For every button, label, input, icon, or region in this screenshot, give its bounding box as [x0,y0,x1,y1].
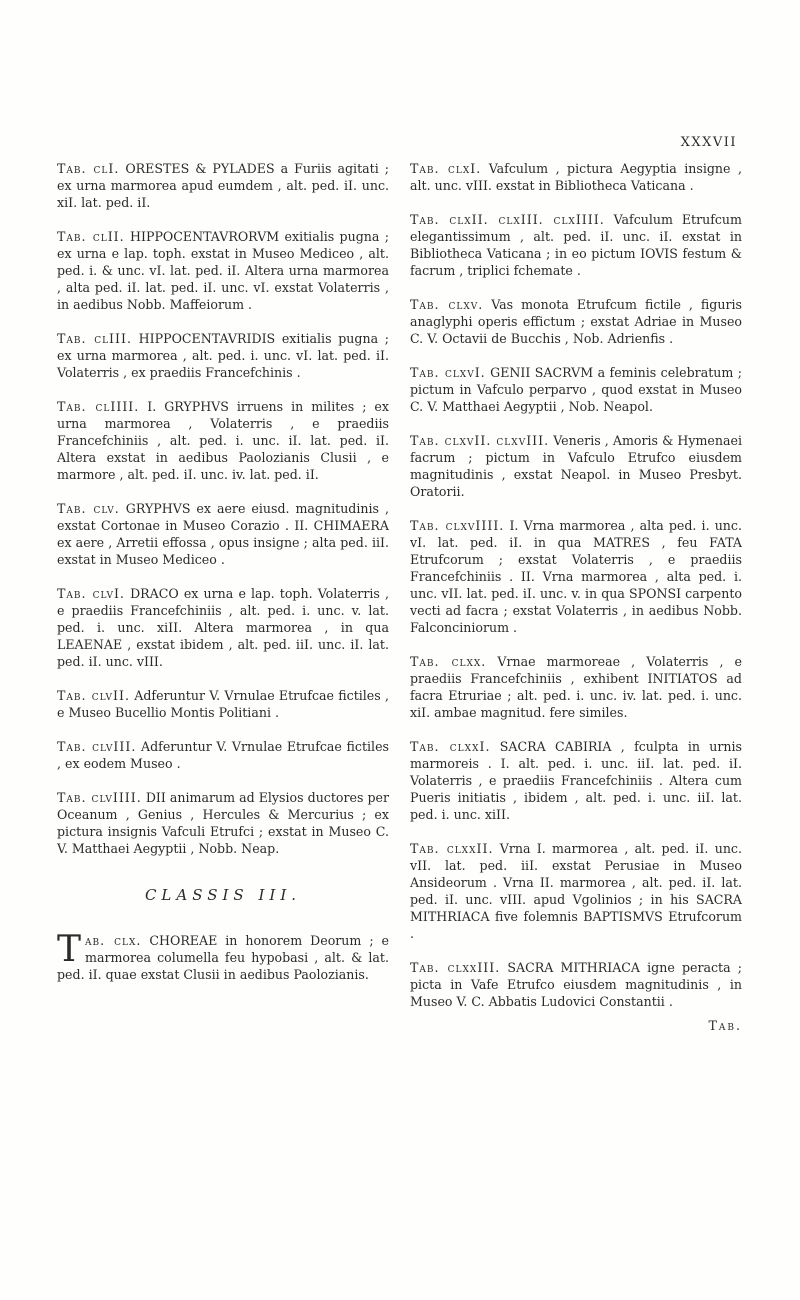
entry-text: Vafculum , pictura Aegyptia insigne , alt. unc. vIII. exstat in Bibliotheca Vaticana . [410,161,742,193]
catalog-entry [410,432,742,500]
entry-text: GRYPHVS ex aere eiusd. magnitudinis , exstat Cortonae in Museo Corazio . II. CHIMAERA ex aere , Arretii effossa , opus insigne ; alta ped. iiI. exstat in Museo Mediceo . [57,501,389,567]
entry-label: Tab. clIIII. [57,399,140,414]
catalog-entry [410,160,742,194]
entry-label: ab. clx. [85,933,142,948]
entry-text: HIPPOCENTAVRORVM exitialis pugna ; ex urna e lap. toph. exstat in Museo Mediceo , alt. ped. i. & unc. vI. lat. ped. iI. Altera urna marmorea , alta ped. iI. lat. ped. iI. unc. vI. exstat Volaterris , in aedibus Nobb. Maffeiorum . [57,229,389,312]
left-column [57,160,389,1000]
catalog-entry [57,330,389,381]
entry-label: Tab. clxvII. clxvIII. [410,433,550,448]
entry-label: Tab. clxxI. [410,739,491,754]
catalog-entry [410,364,742,415]
page-number: XXXVII [680,135,737,150]
catalog-entry [410,211,742,279]
catalog-entry [57,228,389,313]
entry-label: Tab. clvIII. [57,739,137,754]
entry-text: SACRA CABIRIA , fculpta in urnis marmoreis . I. alt. ped. i. unc. iiI. lat. ped. iI. Volaterris , e praediis Francefchiniis . Altera cum Pueris initiatis , ibidem , alt. ped. i. unc. iiI. lat. ped. i. unc. xiII. [410,739,742,822]
catalog-entry [410,738,742,823]
entry-text: I. GRYPHVS irruens in milites ; ex urna marmorea , Volaterris , e praediis Francefchiniis , alt. ped. i. unc. iI. lat. ped. iI. Altera exstat in aedibus Paolozianis Clusii , e marmore , alt. ped. iI. unc. iv. lat. ped. iI. [57,399,389,482]
entry-label: Tab. clII. [57,229,125,244]
catalog-entry [410,296,742,347]
entry-label: Tab. clxv. [410,297,484,312]
entry-text: HIPPOCENTAVRIDIS exitialis pugna ; ex urna marmorea , alt. ped. i. unc. vI. lat. ped. iI. Volaterris , ex praediis Francefchinis . [57,331,389,380]
entry-label: Tab. clxx. [410,654,487,669]
catalog-entry [410,517,742,636]
entry-text: Vrna I. marmorea , alt. ped. iI. unc. vII. lat. ped. iiI. exstat Perusiae in Museo Ansideorum . Vrna II. marmorea , alt. ped. iI. lat. ped. iI. unc. vIII. apud Vgolinios ; in his SACRA MITHRIACA five folemnis BAPTISMVS Etrufcorum . [410,841,742,941]
catchword: Tab. [708,1018,742,1033]
entry-text: Adferuntur V. Vrnulae Etrufcae fictiles , ex eodem Museo . [57,739,389,771]
catalog-entry [57,687,389,721]
entry-text: CHOREAE in honorem Deorum ; e marmorea columella feu hypobasi , alt. & lat. ped. iI. quae exstat Clusii in aedibus Paolozianis. [57,933,389,982]
catalog-entry [57,500,389,568]
catalog-entry [57,929,389,983]
entry-label: Tab. clxxIII. [410,960,501,975]
catalog-entry [57,585,389,670]
catalog-entry [410,653,742,721]
entry-text: GENII SACRVM a feminis celebratum ; pictum in Vafculo perparvo , quod exstat in Museo C. V. Matthaei Aegyptii , Nob. Neapol. [410,365,742,414]
section-heading: CLASSIS III. [144,886,302,904]
entry-label: Tab. clI. [57,161,120,176]
entry-label: Tab. clv. [57,501,120,516]
entry-label: Tab. clxxII. [410,841,494,856]
entry-label: Tab. clxII. clxIII. clxIIII. [410,212,605,227]
entry-text: Veneris , Amoris & Hymenaei facrum ; pictum in Vafculo Etrufco eiusdem magnitudinis , exstat Neapol. in Museo Presbyt. Oratorii. [410,433,742,499]
catalog-entry [410,840,742,942]
entry-label: Tab. clIII. [57,331,132,346]
right-column [410,160,742,1034]
entry-text: SACRA MITHRIACA igne peracta ; picta in Vafe Etrufco eiusdem magnitudinis , in Museo V. C. Abbatis Ludovici Constantii . [410,960,742,1009]
catalog-entry [410,959,742,1010]
entry-label: Tab. clvII. [57,688,131,703]
entry-text: Vrnae marmoreae , Volaterris , e praediis Francefchiniis , exhibent INITIATOS ad facra Etruriae ; alt. ped. i. unc. iv. lat. ped. i. unc. xiI. ambae magnitud. fere similes. [410,654,742,720]
entry-text: I. Vrna marmorea , alta ped. i. unc. vI. lat. ped. iI. in qua MATRES , feu FATA Etrufcorum ; exstat Volaterris , e praediis Francefchiniis . II. Vrna marmorea , alta ped. i. unc. vII. lat. ped. iI. unc. v. in qua SPONSI carpento vecti ad facra ; exstat Volaterris , in aedibus Nobb. Falconciniorum . [410,518,742,635]
entry-label: Tab. clxI. [410,161,482,176]
entry-label: Tab. clxvI. [410,365,486,380]
entry-label: Tab. clvI. [57,586,125,601]
entry-label: Tab. clvIIII. [57,790,142,805]
entry-text: Vafculum Etrufcum elegantissimum , alt. ped. iI. unc. iI. exstat in Bibliotheca Vaticana ; in eo pictum IOVIS festum & facrum , triplici fchemate . [410,212,742,278]
entry-text: Vas monota Etrufcum fictile , figuris anaglyphi operis effictum ; exstat Adriae in Museo C. V. Octavii de Bucchis , Nob. Adrienfis . [410,297,742,346]
entry-text: Adferuntur V. Vrnulae Etrufcae fictiles , e Museo Bucellio Montis Politiani . [57,688,389,720]
entry-label: Tab. clxvIIII. [410,518,505,533]
entry-text: ORESTES & PYLADES a Furiis agitati ; ex urna marmorea apud eumdem , alt. ped. iI. unc. xiI. lat. ped. iI. [57,161,389,210]
entry-text: DII animarum ad Elysios ductores per Oceanum , Genius , Hercules & Mercurius ; ex pictura insignis Vafculi Etrufci ; exstat in Museo C. V. Matthaei Aegyptii , Nobb. Neap. [57,790,390,856]
catalog-entry [57,160,389,211]
catalog-entry [57,398,389,483]
drop-cap: T [57,929,82,970]
catalog-entry [57,789,389,857]
catalog-entry [57,738,389,772]
entry-text: DRACO ex urna e lap. toph. Volaterris , e praediis Francefchiniis , alt. ped. i. unc. v. lat. ped. i. unc. xiII. Altera marmorea , in qua LEAENAE , exstat ibidem , alt. ped. iiI. unc. iI. lat. ped. iI. unc. vIII. [57,586,389,669]
